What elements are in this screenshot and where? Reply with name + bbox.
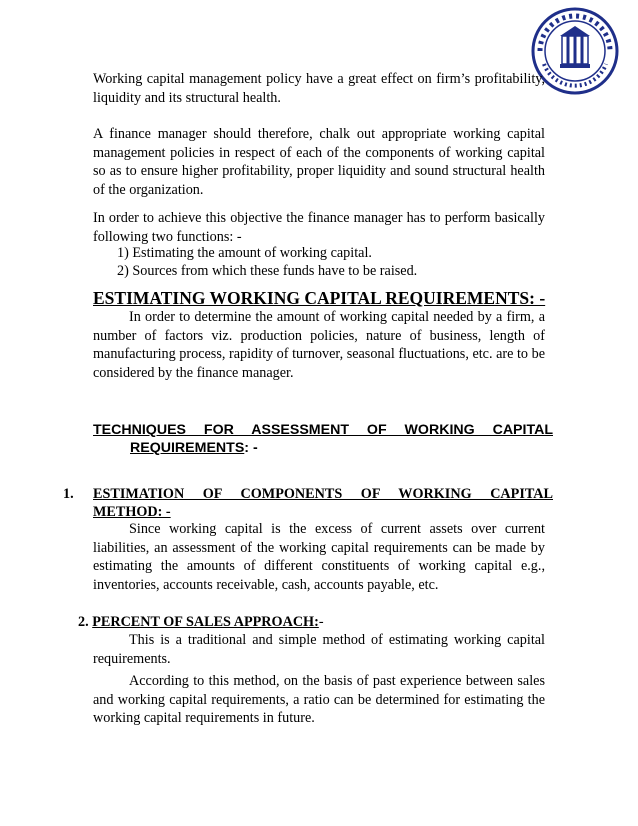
paragraph-objective: In order to achieve this objective the finance manager has to perform basically following two functions: - bbox=[93, 210, 545, 245]
method1-title-line2: METHOD: - bbox=[93, 504, 171, 520]
heading-techniques-word: REQUIREMENTS bbox=[130, 440, 245, 456]
list-item bbox=[117, 262, 417, 280]
list-number: 2) bbox=[117, 263, 129, 279]
method1-title-line1: ESTIMATION OF COMPONENTS OF WORKING CAPITAL bbox=[93, 486, 553, 502]
heading-techniques-line2 bbox=[130, 440, 258, 456]
method2-title: PERCENT OF SALES APPROACH: bbox=[92, 614, 319, 630]
method2-suffix: - bbox=[318, 614, 324, 630]
list-text: Sources from which these funds have to be raised. bbox=[132, 263, 418, 279]
heading-estimating: ESTIMATING WORKING CAPITAL REQUIREMENTS: - bbox=[93, 288, 546, 308]
heading-techniques-line1: TECHNIQUES FOR ASSESSMENT OF WORKING CAPITAL bbox=[93, 422, 553, 438]
paragraph-method1: Since working capital is the excess of current assets over current liabilities, an assessment of the working capital requirements can be made by estimating the amounts of different constituents of working capital e.g., inventories, accounts receivable, cash, accounts payable, etc. bbox=[93, 521, 545, 593]
paragraph-method2-ratio: According to this method, on the basis of past experience between sales and working capital requirements, a ratio can be determined for estimating the working capital requirements in future. bbox=[93, 673, 545, 726]
method2-number: 2 bbox=[78, 614, 86, 630]
method2-heading: 2. PERCENT OF SALES APPROACH:- bbox=[78, 614, 324, 630]
list-number: 1) bbox=[117, 245, 129, 261]
heading-techniques-suffix: : - bbox=[244, 440, 258, 456]
list-text: Estimating the amount of working capital. bbox=[132, 245, 372, 261]
method1-number: 1. bbox=[63, 486, 74, 502]
list-item bbox=[117, 244, 372, 262]
paragraph-finance-manager: A finance manager should therefore, chalk out appropriate working capital management policies in respect of each of the components of working capital so as to ensure higher profitability, proper liquidity and sound structural health of the organization. bbox=[93, 126, 545, 198]
paragraph-method2-intro: This is a traditional and simple method of estimating working capital requirements. bbox=[93, 632, 545, 667]
paragraph-factors: In order to determine the amount of working capital needed by a firm, a number of factors viz. production policies, nature of business, length of manufacturing process, rapidity of turnover, seasonal fluctuations, etc. are to be considered by the finance manager. bbox=[93, 309, 545, 381]
paragraph-intro: Working capital management policy have a great effect on firm’s profitability, liquidity and its structural health. bbox=[93, 71, 545, 106]
